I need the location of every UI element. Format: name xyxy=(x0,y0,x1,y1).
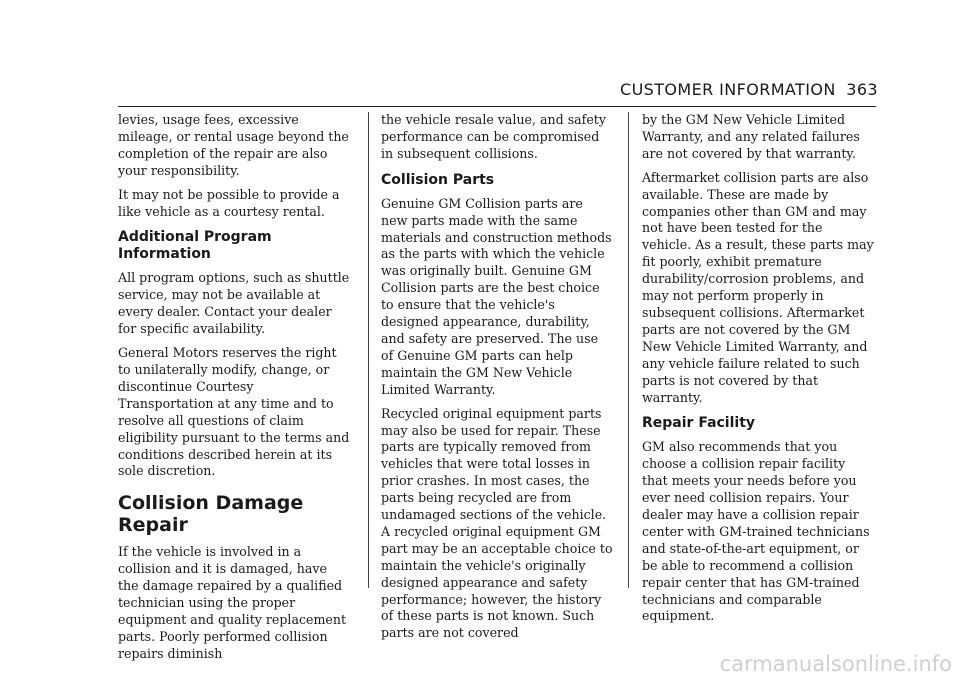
header-rule xyxy=(118,106,876,107)
paragraph: All program options, such as shuttle service, may not be available at every dealer. Contact your dealer for specific availability. xyxy=(118,270,350,337)
paragraph: by the GM New Vehicle Limited Warranty, and any related failures are not covered by that warranty. xyxy=(642,112,860,161)
paragraph: Aftermarket collision parts are also available. These are made by companies other than GM and may not have been tested for the vehicle. As a result, these parts may fit poorly, exhibit premature durability/corrosion problems, and may not perform properly in subsequent collisions. Aftermarket parts are not covered by the GM New Vehicle Limited Warranty, and any vehicle failure related to such parts is not covered by that warranty. xyxy=(642,169,874,405)
paragraph: If the vehicle is involved in a collision and it is damaged, have the damage repaired by a qualified technician using the proper equipment and quality replacement parts. Poorly performed collision repairs diminish xyxy=(118,544,347,661)
text-column-1 xyxy=(118,112,350,670)
paragraph: Genuine GM Collision parts are new parts made with the same materials and construction methods as the parts with which the vehicle was originally built. Genuine GM Collision parts are the best choice to ensure that the vehicle's designed appearance, durability, and safety are preserved. The use of Genuine GM parts can help maintain the GM New Vehicle Limited Warranty. xyxy=(381,195,612,397)
section-heading: Repair Facility xyxy=(642,415,756,432)
text-column-3 xyxy=(642,112,874,632)
section-heading: Collision Parts xyxy=(381,171,495,188)
paragraph: levies, usage fees, excessive mileage, or rental usage beyond the completion of the repair are also your responsibility. xyxy=(118,112,349,178)
section-title: CUSTOMER INFORMATION xyxy=(620,80,836,99)
paragraph: the vehicle resale value, and safety performance can be compromised in subsequent collisions. xyxy=(381,112,606,161)
paragraph: General Motors reserves the right to unilaterally modify, change, or discontinue Courtesy Transportation at any time and to resolve all questions of claim eligibility pursuant to the terms and conditions described herein at its sole discretion. xyxy=(118,345,350,479)
section-heading: Collision Damage Repair xyxy=(118,492,304,537)
page-number: 363 xyxy=(846,80,878,99)
section-heading: Additional Program Information xyxy=(118,229,272,263)
column-divider xyxy=(368,112,369,588)
paragraph: Recycled original equipment parts may also be used for repair. These parts are typically removed from vehicles that were total losses in prior crashes. In most cases, the parts being recycled are from undamaged sections of the vehicle. A recycled original equipment GM part may be an acceptable choice to maintain the vehicle's originally designed appearance and safety performance; however, the history of these parts is not known. Such parts are not covered xyxy=(381,405,613,641)
text-column-2 xyxy=(381,112,613,649)
watermark: carmanualsonline.info xyxy=(719,652,952,676)
column-divider xyxy=(628,112,629,588)
paragraph: GM also recommends that you choose a collision repair facility that meets your needs before you ever need collision repairs. Your dealer may have a collision repair center with GM-trained technicians and state-of-the-art equipment, or be able to recommend a collision repair center that has GM-trained technicians and comparable equipment. xyxy=(642,439,870,624)
page-header xyxy=(620,80,878,99)
paragraph: It may not be possible to provide a like vehicle as a courtesy rental. xyxy=(118,186,340,219)
